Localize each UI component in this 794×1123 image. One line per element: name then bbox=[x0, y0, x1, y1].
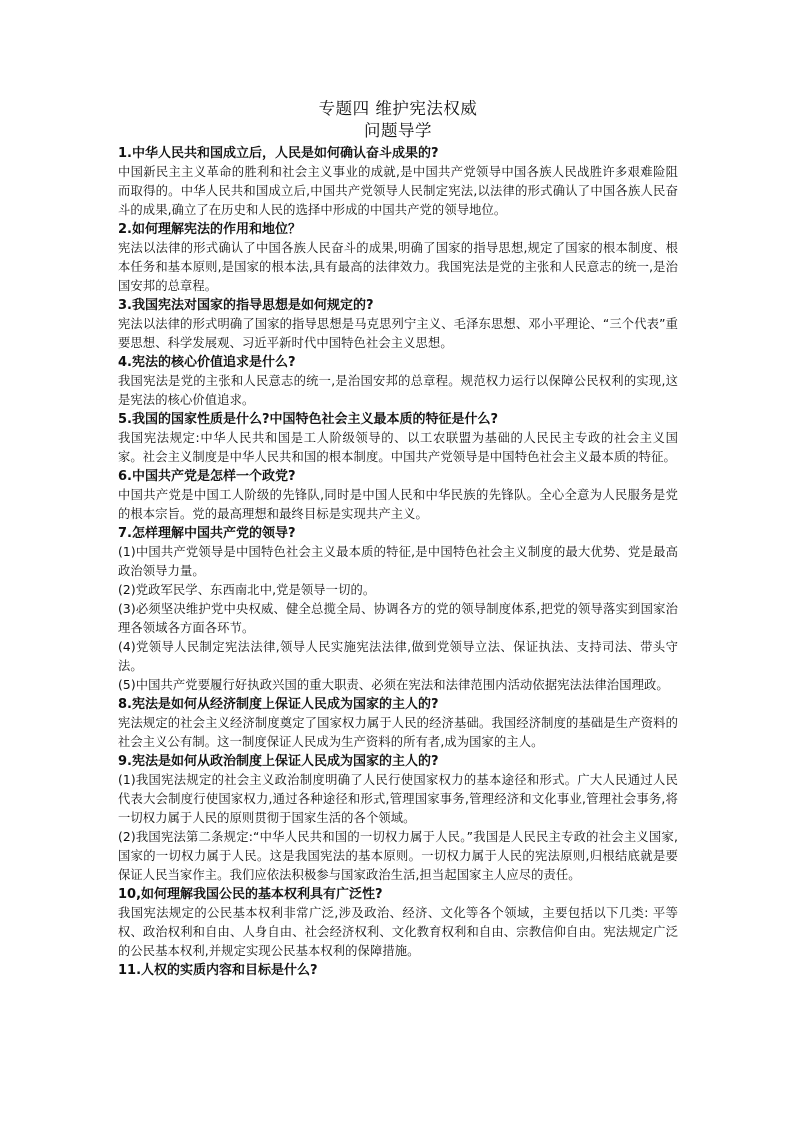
question-heading: 2.如何理解宪法的作用和地位？ bbox=[118, 222, 301, 237]
answer-paragraph: (1)我国宪法规定的社会主义政治制度明确了人民行使国家权力的基本途径和形式。广大人民通过人民代表大会制度行使国家权力,通过各种途径和形式,管理国家事务,管理经济和文化事业,管理社会事务,将一切权力属于人民的原则贯彻于国家生活的各个领域。 bbox=[118, 773, 678, 825]
question-section bbox=[118, 144, 678, 220]
question-section bbox=[118, 410, 678, 467]
question-heading: 11.人权的实质内容和目标是什么? bbox=[118, 963, 318, 978]
answer-paragraph: 中国新民主主义革命的胜利和社会主义事业的成就,是中国共产党领导中国各族人民战胜许多艰难险阻而取得的。中华人民共和国成立后,中国共产党领导人民制定宪法,以法律的形式确认了中国各族人民奋斗的成果,确立了在历史和人民的选择中形成的中国共产党的领导地位。 bbox=[118, 165, 678, 217]
answer-paragraph: 宪法规定的社会主义经济制度奠定了国家权力属于人民的经济基础。我国经济制度的基础是生产资料的社会主义公有制。这一制度保证人民成为生产资料的所有者,成为国家的主人。 bbox=[118, 716, 678, 749]
answer-paragraph: (2)党政军民学、东西南北中,党是领导一切的。 bbox=[118, 583, 376, 597]
question-heading: 4.宪法的核心价值追求是什么? bbox=[118, 355, 296, 370]
answer-paragraph: 我国宪法规定的公民基本权利非常广泛,涉及政治、经济、文化等各个领域，主要包括以下几类: 平等权、政治权利和自由、人身自由、社会经济权利、文化教育权利和自由、宗教信仰自由。宪法规定广泛的公民基本权利,并规定实现公民基本权利的保障措施。 bbox=[118, 906, 678, 958]
question-section bbox=[118, 220, 678, 296]
answer-paragraph: 宪法以法律的形式明确了国家的指导思想是马克思列宁主义、毛泽东思想、邓小平理论、“三个代表”重要思想、科学发展观、习近平新时代中国特色社会主义思想。 bbox=[118, 317, 678, 350]
question-heading: 1.中华人民共和国成立后，人民是如何确认奋斗成果的? bbox=[118, 146, 439, 161]
question-list bbox=[118, 144, 678, 980]
question-heading: 8.宪法是如何从经济制度上保证人民成为国家的主人的? bbox=[118, 697, 439, 712]
question-heading: 9.宪法是如何从政治制度上保证人民成为国家的主人的? bbox=[118, 754, 439, 769]
page-title: 专题四 维护宪法权威 bbox=[318, 99, 478, 118]
answer-paragraph: (5)中国共产党要履行好执政兴国的重大职责、必须在宪法和法律范围内活动依据宪法法律治国理政。 bbox=[118, 678, 669, 692]
answer-paragraph: 我国宪法规定:中华人民共和国是工人阶级领导的、以工农联盟为基础的人民民主专政的社会主义国家。社会主义制度是中华人民共和国的根本制度。中国共产党领导是中国特色社会主义最本质的特征。 bbox=[118, 431, 678, 464]
answer-paragraph: (3)必须坚决维护党中央权威、健全总揽全局、协调各方的党的领导制度体系,把党的领导落实到国家治理各领域各方面各环节。 bbox=[118, 602, 678, 635]
question-section bbox=[118, 353, 678, 410]
question-section bbox=[118, 467, 678, 524]
document-page bbox=[118, 98, 678, 980]
question-section bbox=[118, 885, 678, 961]
question-heading: 5.我国的国家性质是什么?中国特色社会主义最本质的特征是什么? bbox=[118, 412, 499, 427]
question-section bbox=[118, 296, 678, 353]
answer-paragraph: 我国宪法是党的主张和人民意志的统一,是治国安邦的总章程。规范权力运行以保障公民权利的实现,这是宪法的核心价值追求。 bbox=[118, 374, 678, 407]
answer-paragraph: 中国共产党是中国工人阶级的先锋队,同时是中国人民和中华民族的先锋队。全心全意为人民服务是党的根本宗旨。党的最高理想和最终目标是实现共产主义。 bbox=[118, 488, 678, 521]
answer-paragraph: 宪法以法律的形式确认了中国各族人民奋斗的成果,明确了国家的指导思想,规定了国家的根本制度、根本任务和基本原则,是国家的根本法,具有最高的法律效力。我国宪法是党的主张和人民意志的统一,是治国安邦的总章程。 bbox=[118, 241, 678, 293]
question-section bbox=[118, 752, 678, 885]
question-heading: 7.怎样理解中国共产党的领导? bbox=[118, 526, 296, 541]
question-section bbox=[118, 961, 678, 980]
page-subtitle: 问题导学 bbox=[364, 121, 432, 140]
question-section bbox=[118, 524, 678, 695]
question-section bbox=[118, 695, 678, 752]
question-heading: 3.我国宪法对国家的指导思想是如何规定的? bbox=[118, 298, 374, 313]
answer-paragraph: (2)我国宪法第二条规定:“中华人民共和国的一切权力属于人民。”我国是人民民主专政的社会主义国家,国家的一切权力属于人民。这是我国宪法的基本原则。一切权力属于人民的宪法原则,归根结底就是要保证人民当家作主。我们应依法积极参与国家政治生活,担当起国家主人应尽的责任。 bbox=[118, 830, 678, 882]
question-heading: 10,如何理解我国公民的基本权利具有广泛性? bbox=[118, 887, 383, 902]
question-heading: 6.中国共产党是怎样一个政党? bbox=[118, 469, 296, 484]
answer-paragraph: (1)中国共产党领导是中国特色社会主义最本质的特征,是中国特色社会主义制度的最大优势、党是最高政治领导力量。 bbox=[118, 545, 678, 578]
answer-paragraph: (4)党领导人民制定宪法法律,领导人民实施宪法法律,做到党领导立法、保证执法、支持司法、带头守法。 bbox=[118, 640, 678, 673]
